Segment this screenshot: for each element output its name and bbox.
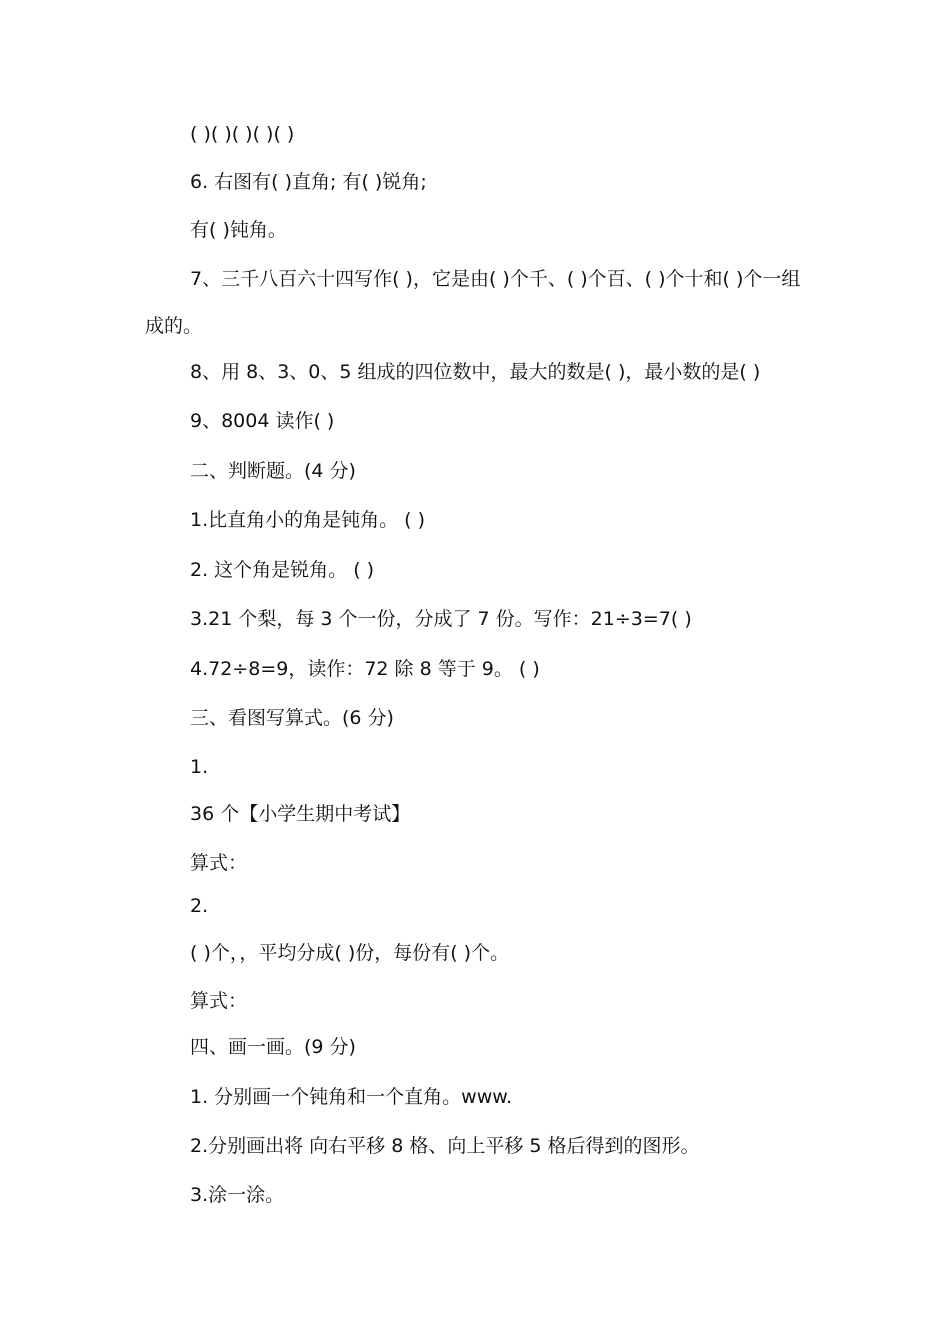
picture-item-2-formula: 算式： [190, 990, 248, 1012]
question-6-line-1: 6. 右图有( )直角; 有( )锐角; [190, 171, 427, 193]
section-2-heading: 二、判断题。(4 分) [190, 460, 356, 482]
section-4-heading: 四、画一画。(9 分) [190, 1036, 356, 1058]
section-3-heading: 三、看图写算式。(6 分) [190, 707, 394, 729]
question-7: 7、三千八百六十四写作( )，它是由( )个千、( )个百、( )个十和( )个一组成的。 [145, 268, 801, 337]
picture-item-2-text: ( )个，，平均分成( )份，每份有( )个。 [190, 942, 510, 964]
picture-item-1-formula: 算式： [190, 852, 248, 874]
judge-item-3: 3.21 个梨，每 3 个一份，分成了 7 份。写作：21÷3=7( ) [190, 608, 692, 630]
question-6-line-2: 有( )钝角。 [190, 219, 287, 241]
picture-item-1-text: 36 个【小学生期中考试】 [190, 803, 411, 825]
picture-item-2-number: 2. [190, 895, 209, 917]
question-8: 8、用 8、3、0、5 组成的四位数中，最大的数是( )，最小数的是( ) [190, 361, 761, 383]
blank-parens-row: ( )( )( )( )( ) [190, 123, 295, 145]
judge-item-1: 1.比直角小的角是钝角。 ( ) [190, 509, 426, 531]
picture-item-1-number: 1. [190, 756, 209, 778]
draw-item-1: 1. 分别画一个钝角和一个直角。www. [190, 1086, 513, 1108]
judge-item-2: 2. 这个角是锐角。 ( ) [190, 559, 375, 581]
draw-item-2: 2.分别画出将 向右平移 8 格、向上平移 5 格后得到的图形。 [190, 1135, 700, 1157]
draw-item-3: 3.涂一涂。 [190, 1184, 285, 1206]
judge-item-4: 4.72÷8=9，读作：72 除 8 等于 9。 ( ) [190, 658, 540, 680]
question-9: 9、8004 读作( ) [190, 410, 335, 432]
